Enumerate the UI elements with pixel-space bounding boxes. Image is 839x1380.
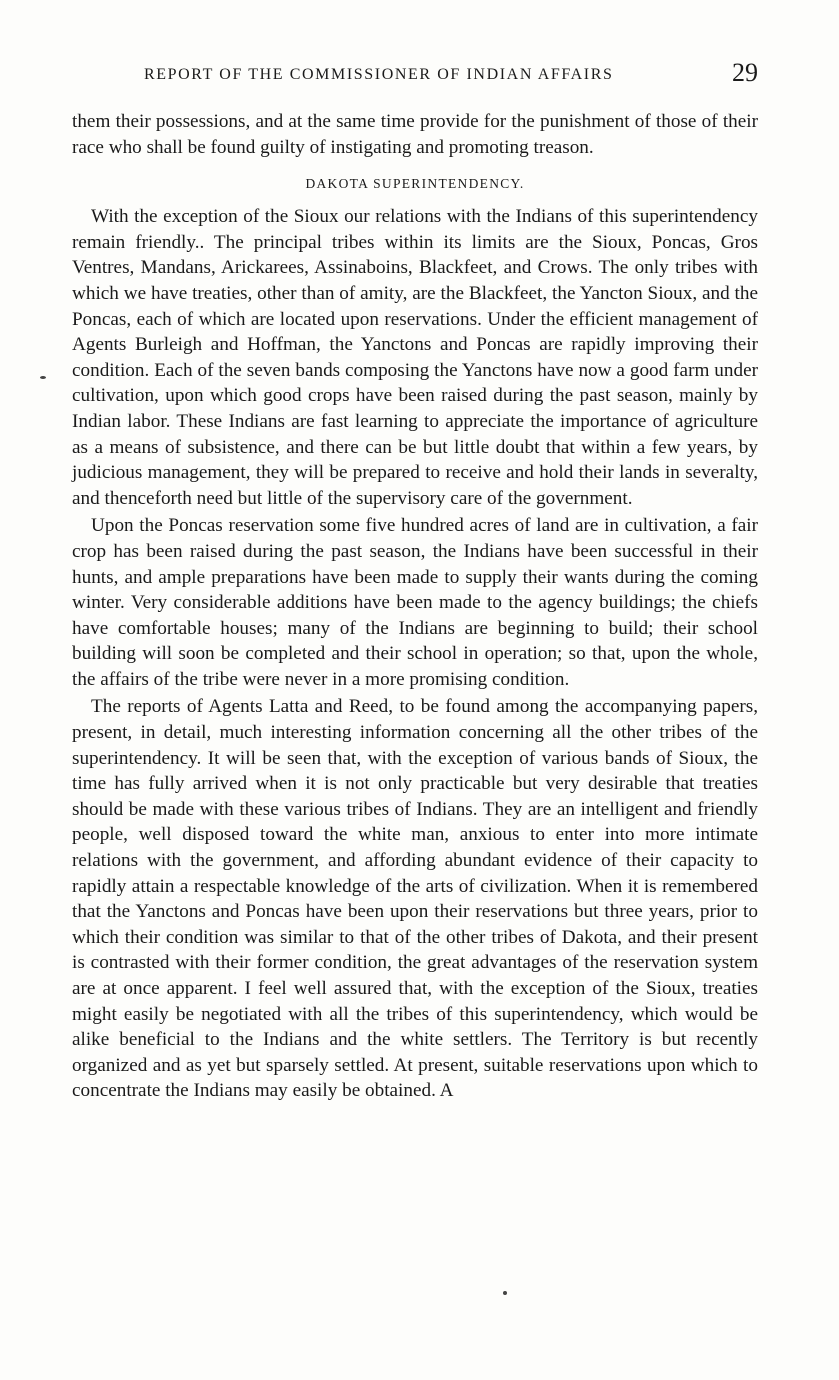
section-heading: DAKOTA SUPERINTENDENCY.	[305, 176, 525, 192]
paragraph-poncas-reservation: Upon the Poncas reservation some five hundred acres of land are in cultivation, a fair crop has been raised during the past season, the Indians have been successful in their hunts, and ample preparations have been made to supply their wants during the coming winter. Very considerable additions have been made to the agency buildings; the chiefs have comfortable houses; many of the Indians are beginning to build; their school building will soon be completed and their school in operation; so that, upon the whole, the affairs of the tribe were never in a more promising condition.	[72, 515, 758, 690]
running-title: REPORT OF THE COMMISSIONER OF INDIAN AFFAIRS	[144, 66, 614, 83]
page-number: 29	[732, 58, 758, 87]
paragraph-dakota-relations: With the exception of the Sioux our relations with the Indians of this superintendency remain friendly.. The principal tribes within its limits are the Sioux, Poncas, Gros Ventres, Mandans, Arickarees, Assinaboins, Blackfeet, and Crows. The only tribes with which we have treaties, other than of amity, are the Blackfeet, the Yancton Sioux, and the Poncas, each of which are located upon reservations. Under the efficient management of Agents Burleigh and Hoffman, the Yanctons and Poncas are rapidly improving their condition. Each of the seven bands composing the Yanctons have now a good farm under cultivation, upon which good crops have been raised during the past season, mainly by Indian labor. These Indians are fast learning to appreciate the importance of agriculture as a means of subsistence, and there can be but little doubt that within a few years, by judicious management, they will be prepared to receive and hold their lands in severalty, and thenceforth need but little of the supervisory care of the government.	[72, 206, 758, 509]
bottom-speck	[503, 1291, 507, 1295]
body-text	[72, 109, 758, 1104]
paragraph-agents-reports: The reports of Agents Latta and Reed, to be found among the accompanying papers, present, in detail, much interesting information concerning all the other tribes of the superintendency. It will be seen that, with the exception of various bands of Sioux, the time has fully arrived when it is not only practicable but very desirable that treaties should be made with these various tribes of Indians. They are an intelligent and friendly people, well disposed toward the white man, anxious to enter into more intimate relations with the government, and affording abundant evidence of their capacity to rapidly attain a respectable knowledge of the arts of civilization. When it is remembered that the Yanctons and Poncas have been upon their reservations but three years, prior to which their condition was similar to that of the other tribes of Dakota, and their present is contrasted with their former condition, the great advantages of the reservation system are at once apparent. I feel well assured that, with the exception of the Sioux, treaties might easily be negotiated with all the tribes of this superintendency, which would be alike beneficial to the Indians and the white settlers. The Territory is but recently organized and as yet but sparsely settled. At present, suitable reservations upon which to concentrate the Indians may easily be obtained. A	[72, 696, 758, 1102]
opening-paragraph: them their possessions, and at the same time provide for the punishment of those of their race who shall be found guilty of instigating and promoting treason.	[72, 111, 758, 158]
margin-speck	[40, 376, 46, 379]
running-header	[72, 58, 762, 92]
